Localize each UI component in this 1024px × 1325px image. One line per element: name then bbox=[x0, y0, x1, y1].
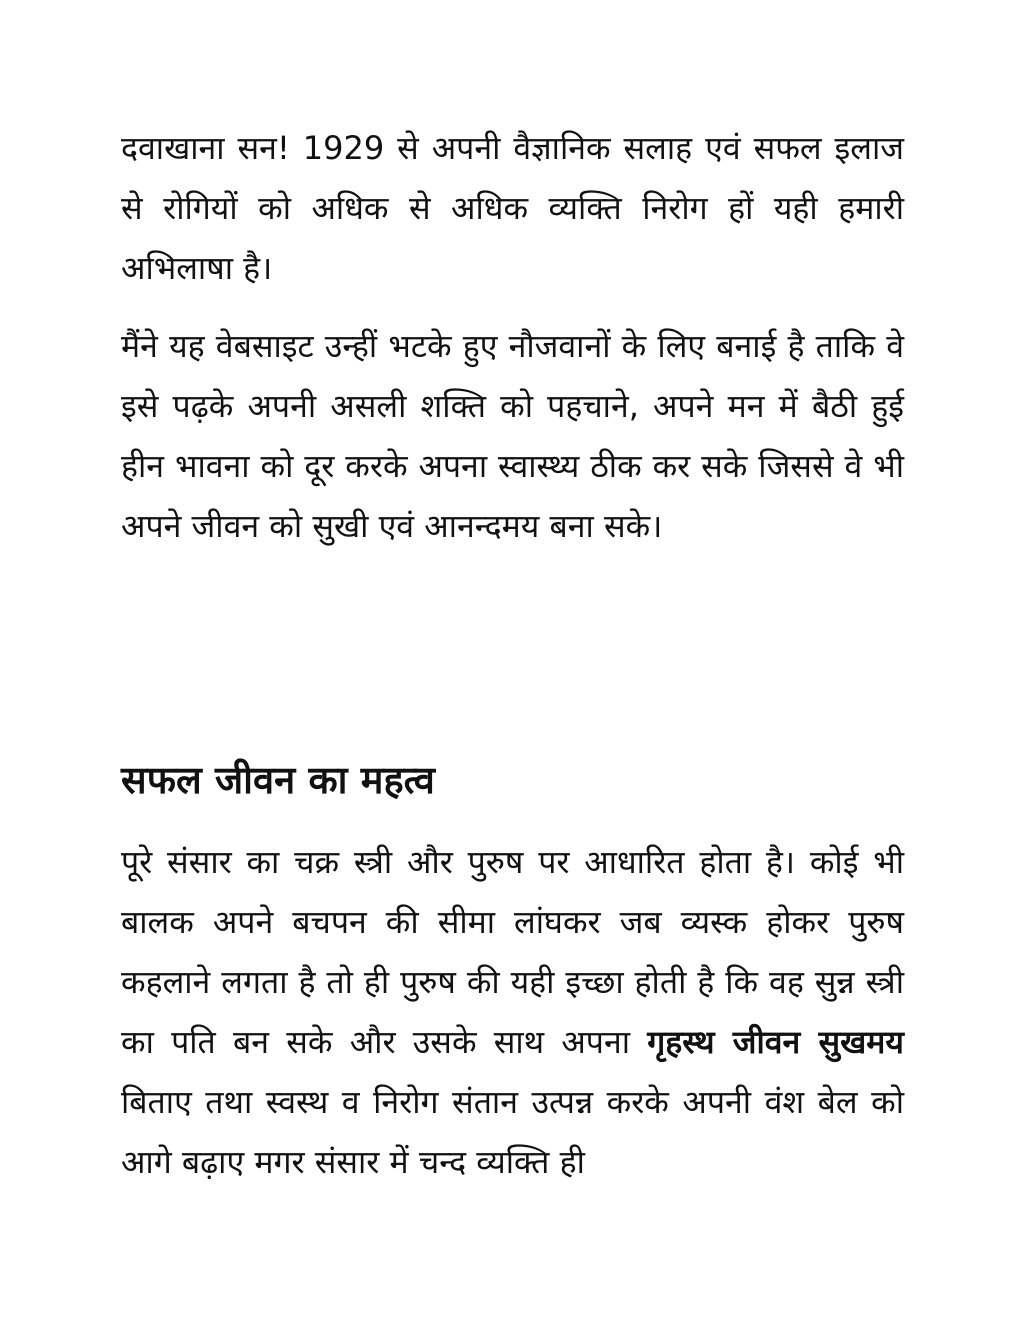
paragraph-text-end: बिताए तथा स्वस्थ व निरोग संतान उत्पन्न करके अपनी वंश बेल को आगे बढ़ाए मगर संसार में चन्द व्यक्ति ही bbox=[121, 1083, 904, 1181]
document-body-bottom bbox=[121, 832, 904, 1192]
paragraph-life-importance bbox=[121, 832, 904, 1192]
document-body-top bbox=[121, 118, 904, 556]
paragraph-text-start: पूरे संसार का चक्र स्त्री और पुरुष पर आधारित होता है। कोई भी बालक अपने बचपन की सीमा लांघकर जब व्यस्क होकर पुरुष कहलाने लगता है तो ही पुरुष की यही इच्छा होती है कि वह सुन्न स्त्री का पति बन सके और उसके साथ अपना bbox=[121, 843, 904, 1061]
paragraph-website-purpose: मैंने यह वेबसाइट उन्हीं भटके हुए नौजवानों के लिए बनाई है ताकि वे इसे पढ़के अपनी असली शक्ति को पहचाने, अपने मन में बैठी हुई हीन भावना को दूर करके अपना स्वास्थ्य ठीक कर सके जिससे वे भी अपने जीवन को सुखी एवं आनन्दमय बना सके। bbox=[121, 327, 904, 545]
paragraph-bold-phrase: गृहस्थ जीवन सुखमय bbox=[647, 1023, 904, 1061]
section-heading: सफल जीवन का महत्व bbox=[121, 758, 435, 802]
paragraph-intro: दवाखाना सन! 1929 से अपनी वैज्ञानिक सलाह एवं सफल इलाज से रोगियों को अधिक से अधिक व्यक्ति निरोग हों यही हमारी अभिलाषा है। bbox=[121, 129, 904, 287]
